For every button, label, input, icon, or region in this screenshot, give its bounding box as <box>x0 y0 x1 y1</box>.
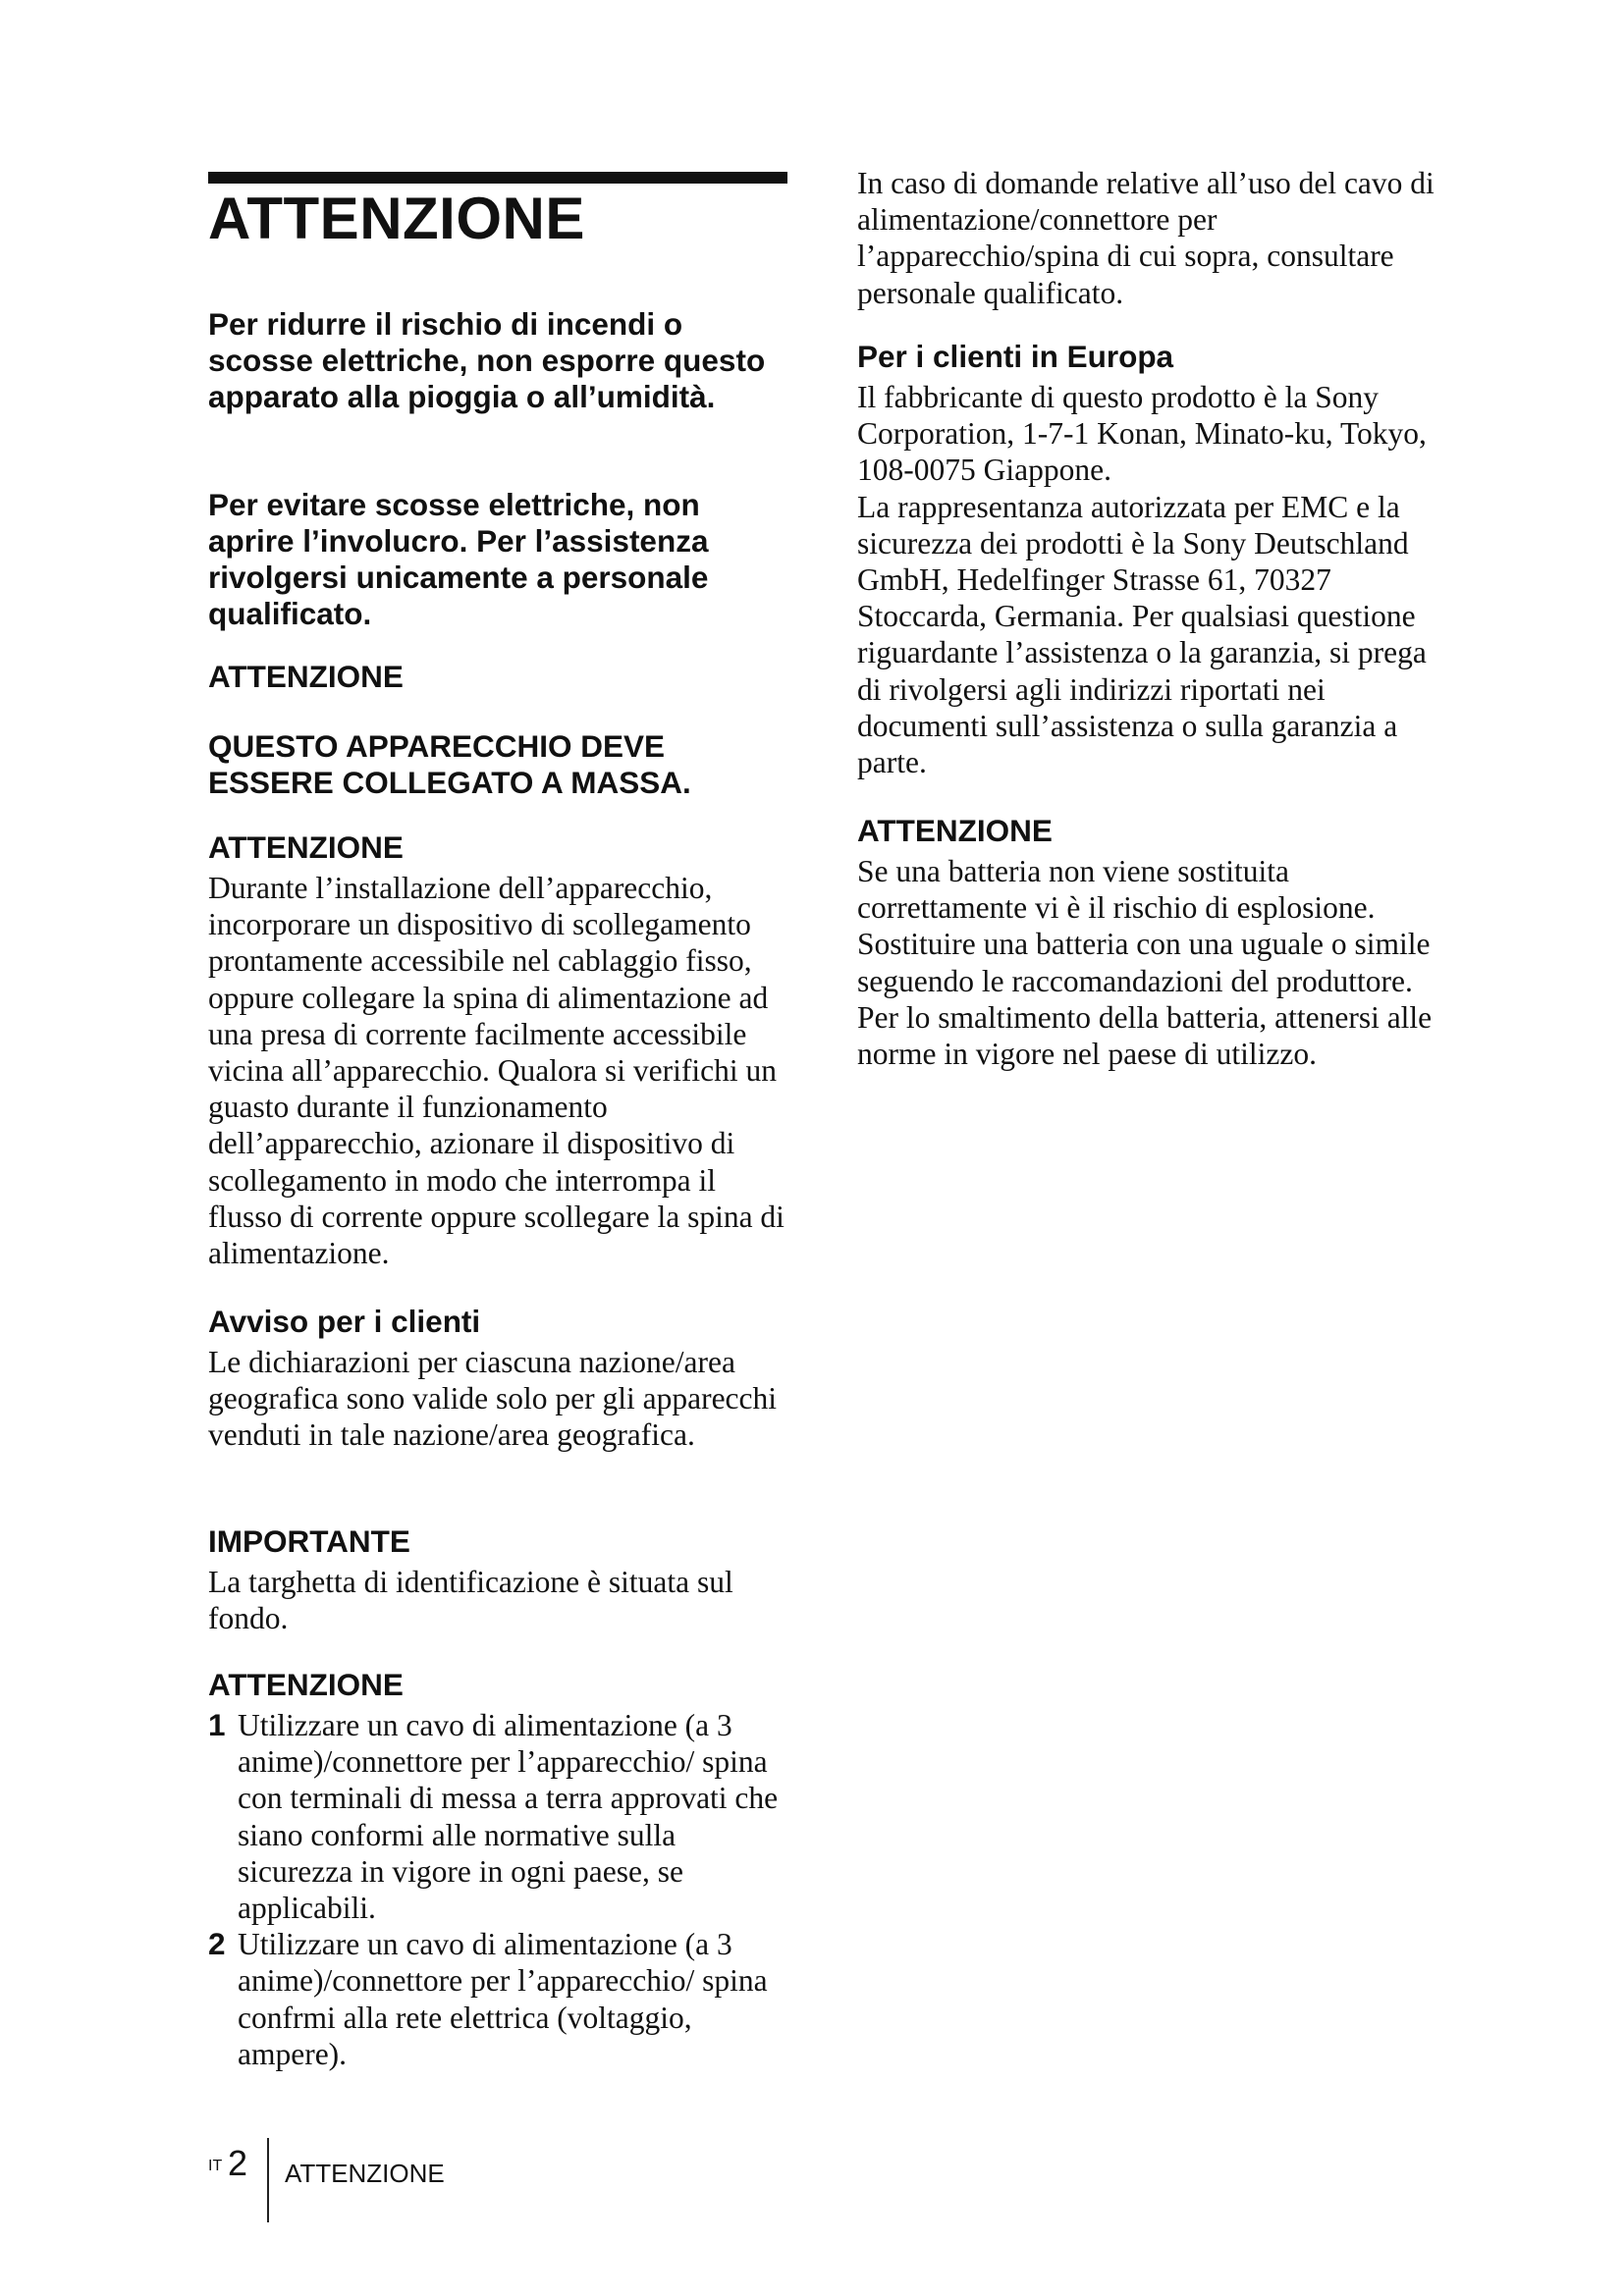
section-battery-disposal: Per lo smaltimento della batteria, attenersi alle norme in vigore nel paese di utilizzo. <box>857 999 1433 1072</box>
section-important <box>208 1523 792 1636</box>
cable-questions-intro: In caso di domande relative all’uso del cavo di alimentazione/connettore per l’apparecchio/spina di cui sopra, consultare personale qualificato. <box>857 166 1435 310</box>
section-europe-heading: Per i clienti in Europa <box>857 339 1174 374</box>
section-battery-body: Se una batteria non viene sostituita correttamente vi è il rischio di esplosione. Sostituire una batteria con una uguale o simile seguendo le raccomandazioni del produttore. <box>857 854 1431 998</box>
section-customers <box>208 1304 792 1454</box>
footer-language-code: IT <box>208 2158 223 2174</box>
section-install-heading: ATTENZIONE <box>208 829 404 865</box>
attention-label: ATTENZIONE <box>208 659 404 694</box>
warning-shock: Per evitare scosse elettriche, non aprire l’involucro. Per l’assistenza rivolgersi unicamente a personale qualificato. <box>208 487 709 631</box>
section-europe-representative: La rappresentanza autorizzata per EMC e la sicurezza dei prodotti è la Sony Deutschland GmbH, Hedelfinger Strasse 61, 70327 Stoccarda, Germania. Per qualsiasi questione riguardante l’assistenza o la garanzia, si prega di rivolgersi agli indirizzi riportati nei documenti sull’assistenza o sulla garanzia a parte. <box>857 489 1427 780</box>
section-battery <box>857 813 1446 1072</box>
section-cable-heading: ATTENZIONE <box>208 1667 404 1702</box>
warning-fire: Per ridurre il rischio di incendi o scosse elettriche, non esporre questo apparato alla pioggia o all’umidità. <box>208 306 766 414</box>
list-item <box>208 1707 787 1926</box>
section-customers-body: Le dichiarazioni per ciascuna nazione/area geografica sono valide solo per gli apparecchi venduti in tale nazione/area geografica. <box>208 1345 778 1453</box>
section-battery-heading: ATTENZIONE <box>857 813 1053 848</box>
section-important-heading: IMPORTANTE <box>208 1523 410 1559</box>
section-cable <box>208 1667 787 2072</box>
footer-divider <box>267 2138 269 2222</box>
footer-page-number: 2 <box>228 2143 248 2183</box>
section-important-body: La targhetta di identificazione è situata sul fondo. <box>208 1565 733 1636</box>
section-europe-manufacturer: Il fabbricante di questo prodotto è la Sony Corporation, 1-7-1 Konan, Minato-ku, Tokyo, 108-0075 Giappone. <box>857 380 1427 488</box>
list-item-number: 2 <box>208 1926 226 1962</box>
list-item-text: Utilizzare un cavo di alimentazione (a 3 anime)/connettore per l’apparecchio/ spina confrmi alla rete elettrica (voltaggio, ampere). <box>238 1927 768 2071</box>
section-europe <box>857 339 1446 780</box>
section-install-body: Durante l’installazione dell’apparecchio, incorporare un dispositivo di scollegamento prontamente accessibile nel cablaggio fisso, oppure collegare la spina di alimentazione ad una presa di corrente facilmente accessibile vicina all’apparecchio. Qualora si verifichi un guasto durante il funzionamento dell’apparecchio, azionare il dispositivo di scollegamento in modo che interrompa il flusso di corrente oppure scollegare la spina di alimentazione. <box>208 871 785 1271</box>
list-item-text: Utilizzare un cavo di alimentazione (a 3 anime)/connettore per l’apparecchio/ spina con terminali di messa a terra approvati che siano conformi alle normative sulla sicurezza in vigore in ogni paese, se applicabili. <box>238 1708 779 1926</box>
ground-notice: QUESTO APPARECCHIO DEVE ESSERE COLLEGATO A MASSA. <box>208 728 691 800</box>
list-item-number: 1 <box>208 1707 226 1742</box>
cable-list <box>208 1707 787 2072</box>
list-item <box>208 1926 787 2072</box>
footer-section-title: ATTENZIONE <box>285 2159 445 2188</box>
section-customers-heading: Avviso per i clienti <box>208 1304 481 1339</box>
page-title: ATTENZIONE <box>208 186 585 251</box>
section-install <box>208 829 792 1271</box>
